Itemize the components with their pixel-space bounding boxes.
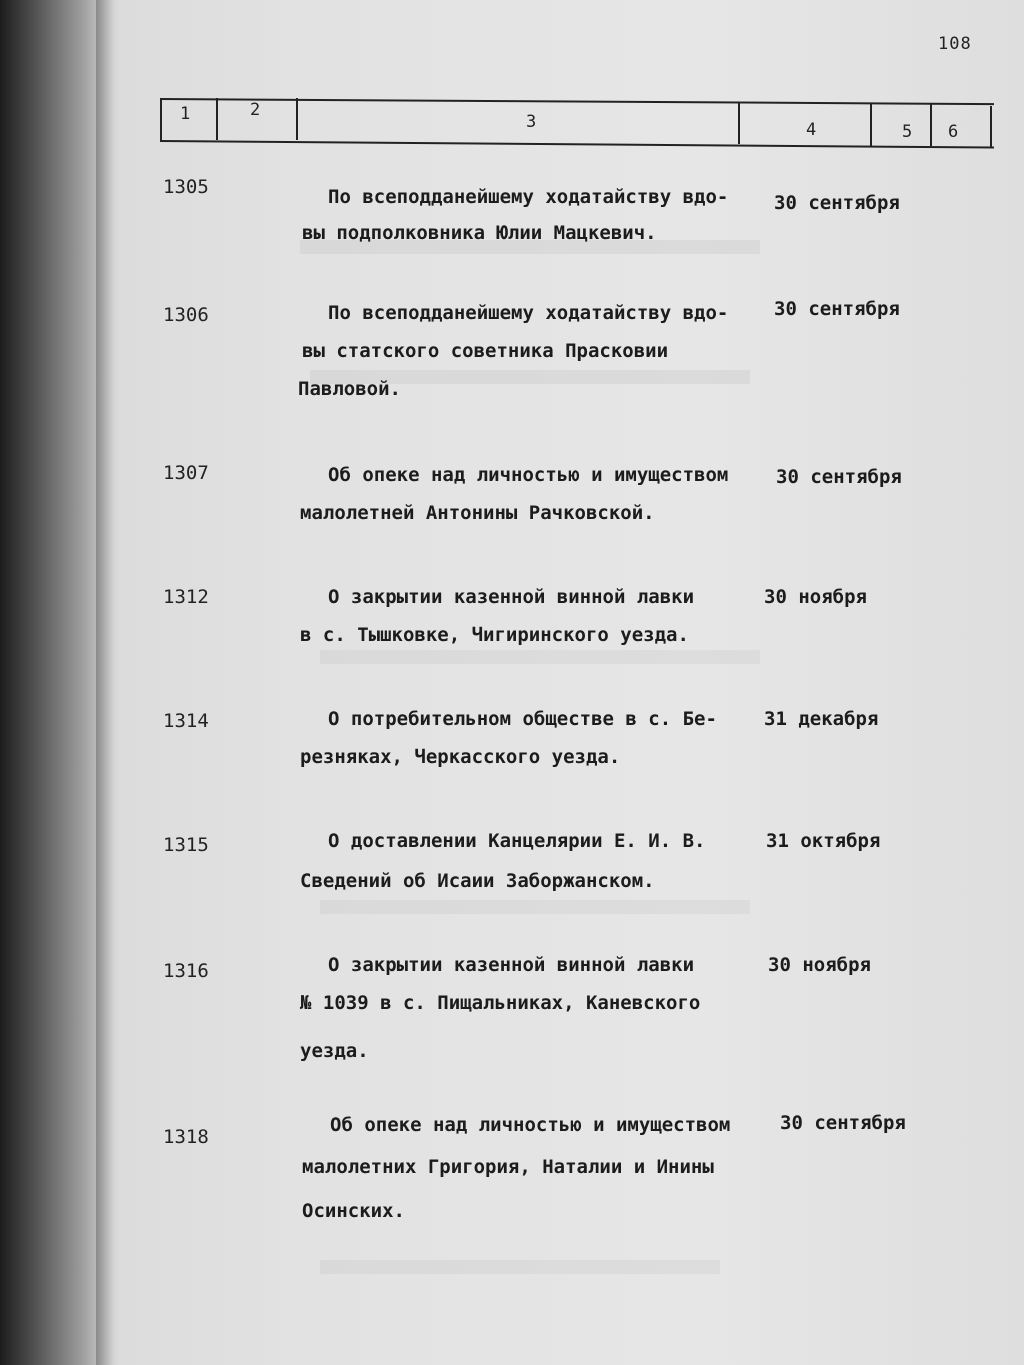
entry-date: 30 сентября <box>780 1112 906 1134</box>
entry-number: 1316 <box>163 960 209 982</box>
entry-text-line: вы статского советника Прасковии <box>302 340 669 362</box>
entry-text-line: Об опеке над личностью и имуществом <box>328 464 729 486</box>
header-separator <box>216 98 218 140</box>
column-header-5: 5 <box>902 122 913 142</box>
column-header-6: 6 <box>948 122 959 142</box>
header-separator <box>870 104 872 146</box>
header-separator <box>160 98 162 140</box>
entry-text-line: резняках, Черкасского уезда. <box>300 746 621 768</box>
entry-text-line: Осинских. <box>302 1200 405 1222</box>
header-separator <box>738 102 740 144</box>
entry-number: 1306 <box>163 304 209 326</box>
entry-date: 30 сентября <box>774 298 900 320</box>
entry-text-line: По всеподданейшему ходатайству вдо- <box>328 302 729 324</box>
column-header-2: 2 <box>250 100 261 120</box>
entry-text-line: О закрытии казенной винной лавки <box>328 954 695 976</box>
column-header-1: 1 <box>180 104 191 124</box>
page-number: 108 <box>938 34 972 54</box>
entry-number: 1312 <box>163 586 209 608</box>
entry-text-line: О потребительном обществе в с. Бе- <box>328 708 717 730</box>
bleed-through-mark <box>320 1260 720 1274</box>
entry-date: 31 декабря <box>764 708 879 730</box>
entry-text-line: По всеподданейшему ходатайству вдо- <box>328 186 729 208</box>
entry-date: 31 октября <box>766 830 881 852</box>
entry-number: 1307 <box>163 462 209 484</box>
header-separator <box>930 104 932 146</box>
entry-number: 1305 <box>163 176 209 198</box>
entry-text-line: в с. Тышковке, Чигиринского уезда. <box>300 624 689 646</box>
header-top-rule <box>160 98 994 105</box>
entry-text-line: уезда. <box>300 1040 369 1062</box>
column-header-table <box>160 94 994 148</box>
entry-number: 1318 <box>163 1126 209 1148</box>
entry-text-line: вы подполковника Юлии Мацкевич. <box>302 222 657 244</box>
entry-text-line: О доставлении Канцелярии Е. И. В. <box>328 830 706 852</box>
bleed-through-mark <box>320 650 760 664</box>
entry-text-line: Об опеке над личностью и имуществом <box>330 1114 731 1136</box>
entry-text-line: Сведений об Исаии Заборжанском. <box>300 870 655 892</box>
header-separator <box>990 106 992 148</box>
entry-number: 1315 <box>163 834 209 856</box>
entry-number: 1314 <box>163 710 209 732</box>
header-separator <box>296 98 298 140</box>
bleed-through-mark <box>320 900 750 914</box>
entry-date: 30 сентября <box>774 192 900 214</box>
entry-text-line: Павловой. <box>298 378 401 400</box>
entry-text-line: малолетних Григория, Наталии и Инины <box>302 1156 714 1178</box>
entry-date: 30 сентября <box>776 466 902 488</box>
entry-text-line: О закрытии казенной винной лавки <box>328 586 695 608</box>
entry-text-line: малолетней Антонины Рачковской. <box>300 502 655 524</box>
column-header-4: 4 <box>806 120 817 140</box>
binding-shadow <box>96 0 114 1365</box>
header-bottom-rule <box>160 140 994 149</box>
column-header-3: 3 <box>526 112 537 132</box>
entry-date: 30 ноября <box>768 954 871 976</box>
entry-text-line: № 1039 в с. Пищальниках, Каневского <box>300 992 701 1014</box>
entry-date: 30 ноября <box>764 586 867 608</box>
